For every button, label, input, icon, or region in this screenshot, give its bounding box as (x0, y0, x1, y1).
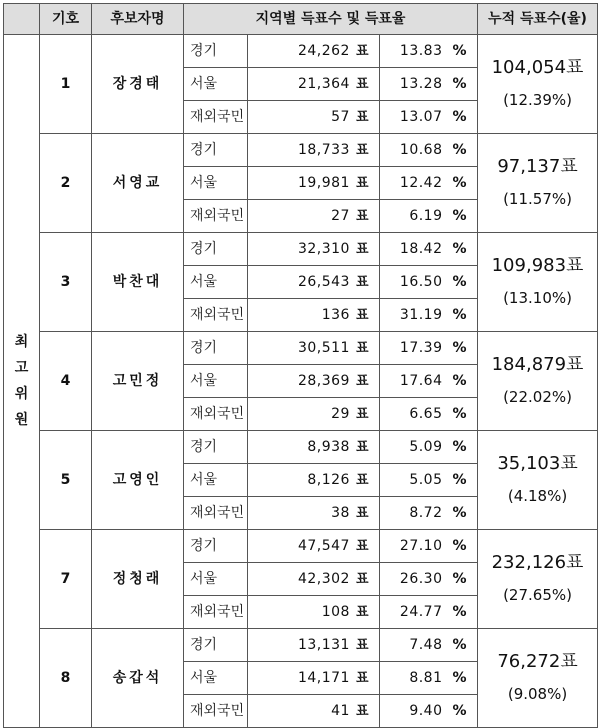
region-pct: 6.19 (409, 208, 443, 224)
percent-unit: % (452, 637, 468, 653)
category-char: 위 (14, 386, 29, 402)
region-votes-cell (248, 35, 380, 68)
region-votes-cell (248, 398, 380, 431)
percent-unit: % (452, 43, 468, 59)
region-votes-cell (248, 167, 380, 200)
candidate-name: 박찬대 (92, 233, 184, 332)
region-votes-cell (248, 530, 380, 563)
region-pct: 13.28 (399, 76, 443, 92)
percent-unit: % (452, 571, 468, 587)
votes-unit: 표 (355, 77, 369, 92)
region-label: 서울 (184, 167, 248, 200)
cumulative-pct: (13.10%) (503, 289, 572, 307)
region-pct-cell (380, 266, 478, 299)
region-pct-cell (380, 464, 478, 497)
region-label: 경기 (184, 332, 248, 365)
region-votes: 30,511 (297, 340, 350, 356)
region-votes-cell (248, 695, 380, 728)
table-row (4, 134, 598, 167)
region-label: 서울 (184, 464, 248, 497)
votes-unit: 표 (355, 110, 369, 125)
table-row (4, 35, 598, 68)
votes-unit: 표 (355, 407, 369, 422)
region-votes-cell (248, 332, 380, 365)
cumulative-cell (478, 431, 598, 530)
votes-unit: 표 (355, 374, 369, 389)
votes-unit: 표 (355, 242, 369, 257)
candidate-number: 1 (40, 35, 92, 134)
cumulative-cell (478, 134, 598, 233)
percent-unit: % (452, 670, 468, 686)
region-label: 서울 (184, 266, 248, 299)
region-votes: 28,369 (297, 373, 350, 389)
region-votes: 8,126 (307, 472, 350, 488)
percent-unit: % (452, 76, 468, 92)
region-votes: 13,131 (297, 637, 350, 653)
percent-unit: % (452, 406, 468, 422)
region-votes: 14,171 (297, 670, 350, 686)
candidate-number: 8 (40, 629, 92, 728)
votes-unit: 표 (355, 143, 369, 158)
table-header-row (4, 4, 598, 35)
candidate-name: 고영인 (92, 431, 184, 530)
region-votes-cell (248, 629, 380, 662)
cumulative-votes: 35,103표 (497, 453, 578, 474)
region-pct-cell (380, 497, 478, 530)
region-label: 재외국민 (184, 101, 248, 134)
region-votes: 21,364 (297, 76, 350, 92)
region-label: 재외국민 (184, 200, 248, 233)
cumulative-pct: (27.65%) (503, 586, 572, 604)
votes-unit: 표 (355, 638, 369, 653)
region-label: 경기 (184, 134, 248, 167)
region-pct: 5.09 (409, 439, 443, 455)
region-pct-cell (380, 662, 478, 695)
region-pct: 27.10 (399, 538, 443, 554)
region-votes-cell (248, 563, 380, 596)
region-pct: 31.19 (399, 307, 443, 323)
votes-unit: 표 (355, 209, 369, 224)
votes-unit: 표 (355, 539, 369, 554)
table-row (4, 530, 598, 563)
votes-unit: 표 (355, 275, 369, 290)
percent-unit: % (452, 307, 468, 323)
percent-unit: % (452, 703, 468, 719)
cumulative-votes: 109,983표 (491, 255, 584, 276)
region-pct-cell (380, 530, 478, 563)
region-pct-cell (380, 365, 478, 398)
cumulative-cell (478, 332, 598, 431)
region-pct-cell (380, 299, 478, 332)
region-pct-cell (380, 68, 478, 101)
region-votes: 24,262 (297, 43, 350, 59)
category-char: 고 (14, 360, 29, 376)
votes-unit: 표 (355, 308, 369, 323)
region-pct: 9.40 (409, 703, 443, 719)
cumulative-pct: (12.39%) (503, 91, 572, 109)
region-votes: 8,938 (307, 439, 350, 455)
region-votes-cell (248, 299, 380, 332)
region-pct: 6.65 (409, 406, 443, 422)
region-label: 경기 (184, 530, 248, 563)
region-votes: 136 (321, 307, 350, 323)
region-pct-cell (380, 596, 478, 629)
region-label: 경기 (184, 35, 248, 68)
region-pct: 17.64 (399, 373, 443, 389)
region-votes: 57 (331, 109, 350, 125)
region-pct-cell (380, 134, 478, 167)
region-pct-cell (380, 200, 478, 233)
votes-unit: 표 (355, 605, 369, 620)
cumulative-pct: (22.02%) (503, 388, 572, 406)
cumulative-cell (478, 35, 598, 134)
votes-unit: 표 (355, 440, 369, 455)
region-votes-cell (248, 662, 380, 695)
category-cell (4, 35, 40, 728)
region-pct-cell (380, 35, 478, 68)
region-pct: 18.42 (399, 241, 443, 257)
header-cumulative: 누적 득표수(율) (478, 4, 598, 35)
cumulative-votes: 184,879표 (491, 354, 584, 375)
region-votes: 42,302 (297, 571, 350, 587)
candidate-number: 2 (40, 134, 92, 233)
region-label: 서울 (184, 563, 248, 596)
region-pct-cell (380, 101, 478, 134)
region-votes-cell (248, 266, 380, 299)
percent-unit: % (452, 175, 468, 191)
candidate-name: 서영교 (92, 134, 184, 233)
region-pct-cell (380, 695, 478, 728)
votes-unit: 표 (355, 572, 369, 587)
percent-unit: % (452, 208, 468, 224)
table-row (4, 629, 598, 662)
region-label: 서울 (184, 68, 248, 101)
votes-unit: 표 (355, 704, 369, 719)
candidate-number: 5 (40, 431, 92, 530)
region-votes: 41 (331, 703, 350, 719)
percent-unit: % (452, 241, 468, 257)
region-votes-cell (248, 134, 380, 167)
region-votes: 29 (331, 406, 350, 422)
votes-unit: 표 (355, 341, 369, 356)
category-char: 최 (14, 334, 29, 350)
region-label: 재외국민 (184, 299, 248, 332)
percent-unit: % (452, 109, 468, 125)
region-pct-cell (380, 629, 478, 662)
votes-unit: 표 (355, 506, 369, 521)
region-pct-cell (380, 431, 478, 464)
region-pct: 13.07 (399, 109, 443, 125)
region-label: 경기 (184, 233, 248, 266)
region-pct-cell (380, 233, 478, 266)
cumulative-pct: (11.57%) (503, 190, 572, 208)
region-votes: 38 (331, 505, 350, 521)
cumulative-cell (478, 233, 598, 332)
cumulative-votes: 76,272표 (497, 651, 578, 672)
votes-unit: 표 (355, 473, 369, 488)
region-pct: 12.42 (399, 175, 443, 191)
region-votes-cell (248, 497, 380, 530)
votes-unit: 표 (355, 671, 369, 686)
candidate-number: 3 (40, 233, 92, 332)
region-votes: 18,733 (297, 142, 350, 158)
candidate-number: 4 (40, 332, 92, 431)
region-votes: 27 (331, 208, 350, 224)
table-row (4, 233, 598, 266)
votes-unit: 표 (355, 176, 369, 191)
region-votes: 108 (321, 604, 350, 620)
region-votes-cell (248, 365, 380, 398)
region-votes-cell (248, 68, 380, 101)
region-pct: 5.05 (409, 472, 443, 488)
percent-unit: % (452, 373, 468, 389)
percent-unit: % (452, 439, 468, 455)
candidate-name: 송갑석 (92, 629, 184, 728)
region-votes-cell (248, 233, 380, 266)
cumulative-pct: (9.08%) (507, 685, 568, 703)
header-regional: 지역별 득표수 및 득표율 (184, 4, 478, 35)
region-votes: 26,543 (297, 274, 350, 290)
cumulative-pct: (4.18%) (507, 487, 568, 505)
candidate-name: 고민정 (92, 332, 184, 431)
region-pct: 16.50 (399, 274, 443, 290)
region-votes-cell (248, 464, 380, 497)
region-pct: 13.83 (399, 43, 443, 59)
cumulative-cell (478, 530, 598, 629)
candidate-number: 7 (40, 530, 92, 629)
region-pct-cell (380, 398, 478, 431)
votes-unit: 표 (355, 44, 369, 59)
region-label: 경기 (184, 629, 248, 662)
region-label: 서울 (184, 365, 248, 398)
region-label: 재외국민 (184, 398, 248, 431)
region-label: 경기 (184, 431, 248, 464)
percent-unit: % (452, 340, 468, 356)
region-label: 재외국민 (184, 596, 248, 629)
region-votes-cell (248, 431, 380, 464)
region-pct-cell (380, 332, 478, 365)
region-votes-cell (248, 200, 380, 233)
vote-results-table (3, 3, 598, 728)
cumulative-votes: 97,137표 (497, 156, 578, 177)
region-pct: 10.68 (399, 142, 443, 158)
region-votes-cell (248, 596, 380, 629)
percent-unit: % (452, 274, 468, 290)
region-pct-cell (380, 563, 478, 596)
table-row (4, 431, 598, 464)
cumulative-votes: 104,054표 (491, 57, 584, 78)
region-votes: 32,310 (297, 241, 350, 257)
candidate-name: 정청래 (92, 530, 184, 629)
region-pct: 8.81 (409, 670, 443, 686)
percent-unit: % (452, 505, 468, 521)
percent-unit: % (452, 472, 468, 488)
header-name: 후보자명 (92, 4, 184, 35)
candidate-name: 장경태 (92, 35, 184, 134)
table-row (4, 332, 598, 365)
percent-unit: % (452, 538, 468, 554)
region-votes: 47,547 (297, 538, 350, 554)
percent-unit: % (452, 142, 468, 158)
region-label: 서울 (184, 662, 248, 695)
region-pct: 17.39 (399, 340, 443, 356)
header-category (4, 4, 40, 35)
region-pct: 7.48 (409, 637, 443, 653)
region-votes: 19,981 (297, 175, 350, 191)
cumulative-votes: 232,126표 (491, 552, 584, 573)
percent-unit: % (452, 604, 468, 620)
cumulative-cell (478, 629, 598, 728)
region-label: 재외국민 (184, 497, 248, 530)
region-votes-cell (248, 101, 380, 134)
region-pct: 24.77 (399, 604, 443, 620)
region-pct: 8.72 (409, 505, 443, 521)
category-char: 원 (14, 412, 29, 428)
region-pct: 26.30 (399, 571, 443, 587)
region-label: 재외국민 (184, 695, 248, 728)
header-number: 기호 (40, 4, 92, 35)
region-pct-cell (380, 167, 478, 200)
